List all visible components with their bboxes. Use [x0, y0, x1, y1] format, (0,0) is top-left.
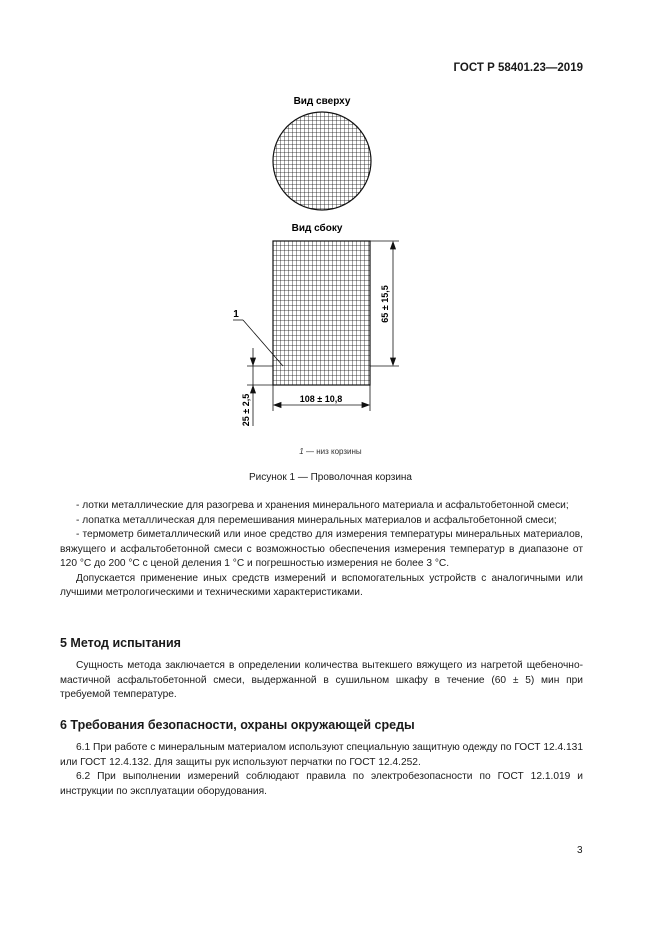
- side-view-basket: [273, 241, 370, 385]
- top-view-label: Вид сверху: [293, 96, 351, 107]
- top-view-circle: [272, 110, 372, 212]
- section-5-paragraph: Сущность метода заключается в определении количества вытекшего вяжущего из нагретой щебеночно-мастичной асфальтобетонной смеси, выдержанной в сушильном шкафу в течение (60 ± 5) мин при требуемой температуре.: [60, 660, 583, 700]
- height-dim-label: 65 ± 15,5: [380, 285, 390, 323]
- list-item: - лотки металлические для разогрева и хранения минерального материала и асфальтобетонной смеси;: [76, 500, 569, 511]
- equipment-list: [60, 499, 583, 601]
- figure-caption: Рисунок 1 — Проволочная корзина: [249, 472, 412, 483]
- bottom-dim-label: 25 ± 2,5: [241, 393, 251, 427]
- section-6-text: [60, 741, 583, 799]
- width-dim-label: 108 ± 10,8: [299, 394, 343, 404]
- allow-paragraph: Допускается применение иных средств измерений и вспомогательных устройств с аналогичными или лучшими метрологическими и техническими характеристиками.: [60, 572, 583, 598]
- document-header: ГОСТ Р 58401.23—2019: [453, 62, 583, 74]
- side-view-label: Вид сбоку: [291, 223, 343, 234]
- section-5-heading: 5 Метод испытания: [60, 636, 181, 650]
- section-5-text: [60, 659, 583, 703]
- legend-number: 1: [299, 447, 304, 456]
- section-6-heading: 6 Требования безопасности, охраны окружающей среды: [60, 718, 415, 732]
- section-6-paragraph-1: 6.1 При работе с минеральным материалом используют специальную защитную одежду по ГОСТ 12.4.131 или ГОСТ 12.4.132. Для защиты рук используют перчатки по ГОСТ 12.4.252.: [60, 742, 583, 768]
- figure-legend: [0, 447, 661, 456]
- list-item: - термометр биметаллический или иное средство для измерения температуры минеральных материалов, вяжущего и асфальтобетонной смеси с возможностью обеспечения измерения температур в диапазоне от 120 °С до 200 °С с ценой деления 1 °С и погрешностью измерения не более 3 °С.: [60, 529, 583, 569]
- page-number: 3: [577, 845, 583, 856]
- section-6-paragraph-2: 6.2 При выполнении измерений соблюдают правила по электробезопасности по ГОСТ 12.1.019 и инструкции по эксплуатации оборудования.: [60, 771, 583, 797]
- callout-number: 1: [233, 309, 239, 320]
- list-item: - лопатка металлическая для перемешивания минеральных материалов и асфальтобетонной смеси;: [76, 514, 557, 526]
- legend-text: — низ корзины: [303, 447, 362, 456]
